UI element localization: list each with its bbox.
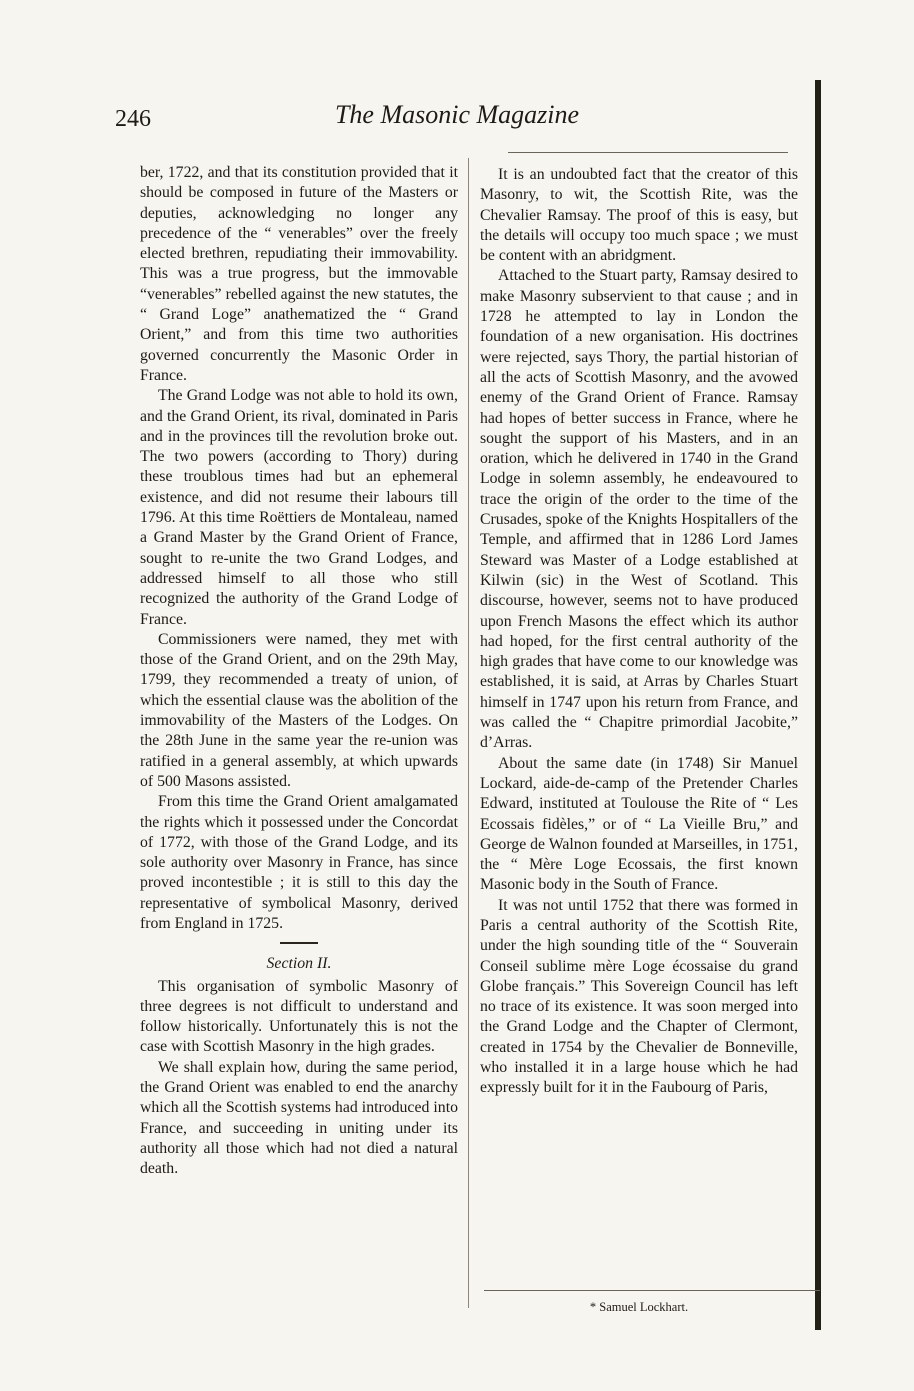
paragraph: It was not until 1752 that there was formed in Paris a central authority of the Scottish Rite, under the high sounding title of the “ Souverain Conseil sublime mère Loge écossaise du grand Globe français.” This Sovereign Council has left no trace of its existence. It was soon merged into the Grand Lodge and the Chapter of Clermont, created in 1754 by the Chevalier de Bonneville, who installed it in a large house which he had expressly built for it in the Faubourg of Paris, xyxy=(480,896,798,1097)
right-column xyxy=(480,165,798,1099)
page-number: 246 xyxy=(115,106,151,132)
paragraph: This organisation of symbolic Masonry of three degrees is not difficult to understand and follow historically. Unfortunately this is not the case with Scottish Masonry in the high grades. xyxy=(140,977,458,1056)
paragraph: About the same date (in 1748) Sir Manuel Lockard, aide-de-camp of the Pretender Charles Edward, instituted at Toulouse the Rite of “ Les Ecossais fidèles,” or of “ La Vieille Bru,” and George de Walnon founded at Marseilles, in 1751, the “ Mère Loge Ecossais, the first known Masonic body in the South of France. xyxy=(480,754,798,894)
section-rule xyxy=(280,942,318,944)
binding-edge xyxy=(815,80,821,1330)
left-column xyxy=(140,163,458,1180)
paragraph: Commissioners were named, they met with those of the Grand Orient, and on the 29th May, 1799, they recommended a treaty of union, of which the essential clause was the abolition of the immovability of the Masters of the Lodges. On the 28th June in the same year the re-union was ratified in a general assembly, at which upwards of 500 Masons assisted. xyxy=(140,630,458,790)
paragraph: We shall explain how, during the same period, the Grand Orient was enabled to end the anarchy which all the Scottish systems had introduced into France, and succeeding in uniting under its authority all those which had not died a natural death. xyxy=(140,1058,458,1178)
paragraph: It is an undoubted fact that the creator of this Masonry, to wit, the Scottish Rite, was the Chevalier Ramsay. The proof of this is easy, but the details will occupy too much space ; we must be content with an abridgment. xyxy=(480,166,798,265)
section-heading: Section II. xyxy=(266,955,332,973)
journal-title: The Masonic Magazine xyxy=(334,100,580,129)
paragraph: From this time the Grand Orient amalgamated the rights which it possessed under the Concordat of 1772, with those of the Grand Lodge, and its sole authority over Masonry in France, has since proved incontestible ; it is still to this day the representative of symbolical Masonry, derived from England in 1725. xyxy=(140,793,458,932)
running-head xyxy=(0,100,914,140)
top-rule xyxy=(508,152,788,153)
paragraph: ber, 1722, and that its constitution provided that it should be composed in future of the Masters or deputies, acknowledging no longer any precedence of the “ venerables” over the freely elected brethren, repudiating their immovability. This was a true progress, but the immovable “venerables” rebelled against the new statutes, the “ Grand Loge” anathematized the “ Grand Orient,” and from this time two authorities governed concurrently the Masonic Order in France. xyxy=(140,164,458,384)
footnote: * Samuel Lockhart. xyxy=(589,1300,689,1314)
paragraph: The Grand Lodge was not able to hold its own, and the Grand Orient, its rival, dominated in Paris and in the provinces till the revolution broke out. The two powers (according to Thory) during these troublous times had but an ephemeral existence, and did not resume their labours till 1796. At this time Roëttiers de Montaleau, named a Grand Master by the Grand Orient of France, sought to re-unite the two Grand Lodges, and addressed himself to all those who still recognized the authority of the Grand Lodge of France. xyxy=(140,387,458,628)
footnote-rule xyxy=(484,1290,820,1291)
column-divider xyxy=(468,158,469,1308)
paragraph: Attached to the Stuart party, Ramsay desired to make Masonry subservient to that cause ; and in 1728 he attempted to lay in London the foundation of a new organisation. His doctrines were rejected, says Thory, the partial historian of all the acts of Scottish Masonry, and the avowed enemy of the Grand Orient of France. Ramsay had hopes of better success in France, where he sought the support of his Masters, and in an oration, which he delivered in 1740 in the Grand Lodge in solemn assembly, he endeavoured to trace the origin of the order to the time of the Crusades, spoke of the Knights Hospitallers of the Temple, and affirmed that in 1286 Lord James Steward was Master of a Lodge established at Kilwin (sic) in the West of Scotland. This discourse, however, seems not to have produced upon French Masons the effect which its author had hoped, for the first central authority of the high grades that have come to our knowledge was established, it is said, at Arras by Charles Stuart himself in 1747 upon his return from France, and was called the “ Chapitre primordial Jacobite,” d’Arras. xyxy=(480,267,798,752)
